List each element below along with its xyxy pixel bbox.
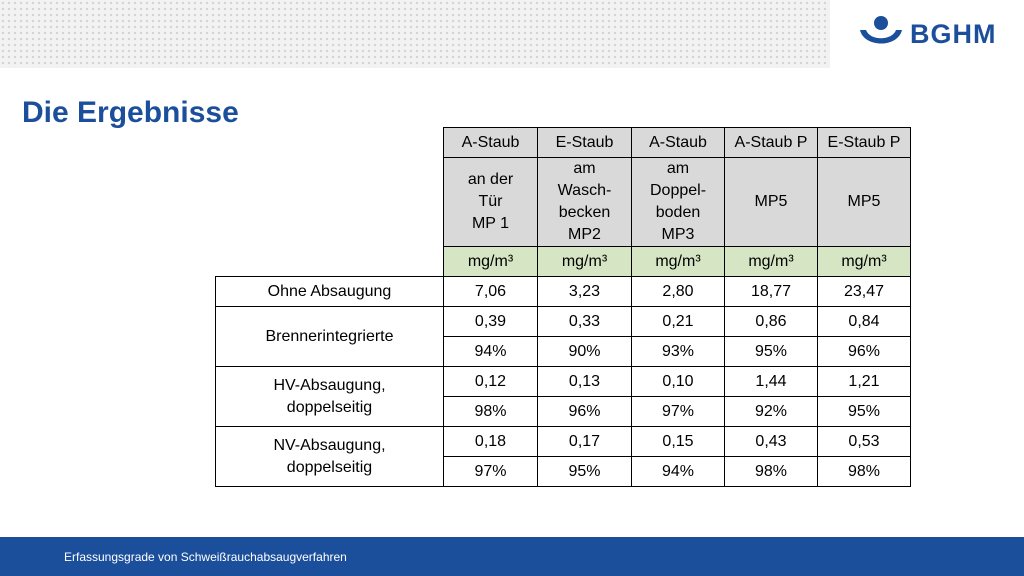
value-cell: 0,21 (632, 307, 725, 337)
footer-bar (0, 537, 1024, 576)
bghm-logo (858, 14, 997, 54)
empty-corner (216, 247, 444, 277)
value-cell: 0,84 (818, 307, 911, 337)
header-pattern-band (0, 0, 830, 68)
percent-cell: 98% (725, 457, 818, 487)
location-line: Doppel- (649, 182, 707, 199)
location-cell (818, 158, 911, 247)
row-label-line: doppelseitig (286, 398, 373, 416)
location-cell (444, 158, 538, 247)
value-cell: 0,13 (538, 367, 632, 397)
value-cell: 0,33 (538, 307, 632, 337)
percent-cell: 97% (444, 457, 538, 487)
header-row (216, 128, 911, 158)
location-line: Tür (478, 193, 503, 210)
column-header: A-Staub (632, 128, 725, 158)
empty-corner (216, 128, 444, 158)
unit-cell: mg/m³ (538, 247, 632, 277)
percent-cell: 93% (632, 337, 725, 367)
page-title: Die Ergebnisse (22, 96, 239, 129)
percent-cell: 94% (444, 337, 538, 367)
value-cell: 7,06 (444, 277, 538, 307)
value-cell: 0,43 (725, 427, 818, 457)
location-line: MP5 (754, 193, 788, 210)
value-cell: 0,18 (444, 427, 538, 457)
location-line: am (666, 160, 690, 177)
location-line: MP5 (847, 193, 881, 210)
percent-cell: 96% (538, 397, 632, 427)
logo-text: BGHM (910, 18, 997, 49)
value-cell: 3,23 (538, 277, 632, 307)
value-cell: 1,44 (725, 367, 818, 397)
value-cell: 0,53 (818, 427, 911, 457)
column-header: A-Staub P (725, 128, 818, 158)
row-label-line: NV-Absaugung, (273, 436, 386, 454)
location-cell (538, 158, 632, 247)
location-row (216, 158, 911, 247)
location-line: MP2 (568, 226, 601, 243)
location-line: MP 1 (471, 215, 510, 232)
value-cell: 2,80 (632, 277, 725, 307)
percent-cell: 90% (538, 337, 632, 367)
footer-text: Erfassungsgrade von Schweißrauchabsaugverfahren (64, 550, 347, 564)
empty-corner (216, 158, 444, 247)
row-label-line: HV-Absaugung, (273, 376, 386, 394)
row-label: Ohne Absaugung (216, 277, 444, 307)
row-label (216, 427, 444, 487)
location-line: boden (655, 204, 701, 221)
percent-cell: 95% (538, 457, 632, 487)
bghm-figure-icon (858, 14, 904, 54)
value-cell: 23,47 (818, 277, 911, 307)
percent-cell: 98% (444, 397, 538, 427)
location-line: am (573, 160, 596, 177)
column-header: E-Staub (538, 128, 632, 158)
location-line: Wasch- (557, 182, 612, 199)
unit-cell: mg/m³ (444, 247, 538, 277)
table-row (216, 277, 911, 307)
value-cell: 0,86 (725, 307, 818, 337)
value-cell: 0,15 (632, 427, 725, 457)
value-cell: 0,10 (632, 367, 725, 397)
percent-cell: 95% (818, 397, 911, 427)
value-cell: 0,39 (444, 307, 538, 337)
percent-cell: 97% (632, 397, 725, 427)
location-line: an der (467, 171, 514, 188)
table-row (216, 367, 911, 397)
value-cell: 0,12 (444, 367, 538, 397)
location-cell (725, 158, 818, 247)
location-line: becken (558, 204, 611, 221)
location-cell (632, 158, 725, 247)
column-header: E-Staub P (818, 128, 911, 158)
percent-cell: 98% (818, 457, 911, 487)
row-label: Brennerintegrierte (216, 307, 444, 367)
row-label-line: doppelseitig (286, 458, 373, 476)
value-cell: 0,17 (538, 427, 632, 457)
location-line: MP3 (661, 226, 695, 243)
results-table (215, 127, 911, 487)
unit-row (216, 247, 911, 277)
percent-cell: 92% (725, 397, 818, 427)
table-row (216, 427, 911, 457)
unit-cell: mg/m³ (725, 247, 818, 277)
value-cell: 18,77 (725, 277, 818, 307)
unit-cell: mg/m³ (632, 247, 725, 277)
percent-cell: 94% (632, 457, 725, 487)
row-label (216, 367, 444, 427)
value-cell: 1,21 (818, 367, 911, 397)
table-row (216, 307, 911, 337)
percent-cell: 96% (818, 337, 911, 367)
percent-cell: 95% (725, 337, 818, 367)
unit-cell: mg/m³ (818, 247, 911, 277)
column-header: A-Staub (444, 128, 538, 158)
